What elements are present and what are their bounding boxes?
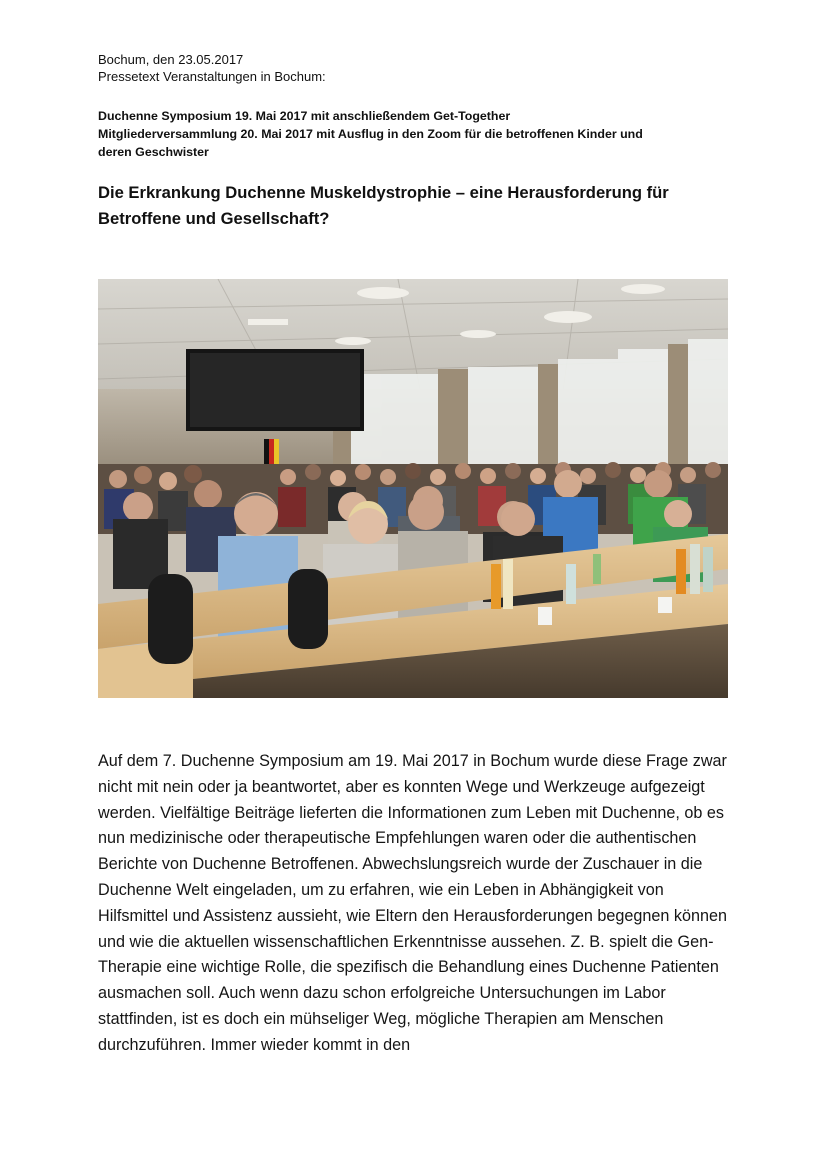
event-line-3: deren Geschwister: [98, 145, 209, 159]
subject-line: Pressetext Veranstaltungen in Bochum:: [98, 69, 326, 84]
conference-room-illustration: [98, 279, 728, 698]
article-title: Die Erkrankung Duchenne Muskeldystrophie – eine Herausforderung für Betroffene und Gesellschaft?: [98, 183, 669, 228]
date-line: Bochum, den 23.05.2017: [98, 52, 244, 67]
article-body: Auf dem 7. Duchenne Symposium am 19. Mai 2017 in Bochum wurde diese Frage zwar nicht mit nein oder ja beantwortet, aber es konnten Wege und Werkzeuge aufgezeigt werden. Vielfältige Beiträge lieferten die Informationen zum Leben mit Duchenne, ob es nun medizinische oder therapeutische Empfehlungen waren oder die authentischen Berichte von Duchenne Betroffenen. Abwechslungsreich wurde der Zuschauer in die Duchenne Welt eingeladen, um zu erfahren, wie ein Leben in Abhängigkeit von Hilfsmittel und Assistenz aussieht, wie Eltern den Herausforderungen begegnen können und wie die aktuellen wissenschaftlichen Erkenntnisse aussehen. Z. B. spielt die Gen-Therapie eine wichtige Rolle, die spezifisch die Behandlung eines Duchenne Patienten ausmachen soll. Auch wenn dazu schon erfolgreiche Untersuchungen im Labor stattfinden, ist es doch ein mühseliger Weg, mögliche Therapien am Menschen durchzuführen. Immer wieder kommt in den: [98, 752, 727, 1054]
conference-photo: [98, 279, 728, 698]
event-line-1: Duchenne Symposium 19. Mai 2017 mit anschließendem Get-Together: [98, 109, 511, 123]
event-line-2: Mitgliederversammlung 20. Mai 2017 mit Ausflug in den Zoom für die betroffenen Kinder und: [98, 127, 643, 141]
